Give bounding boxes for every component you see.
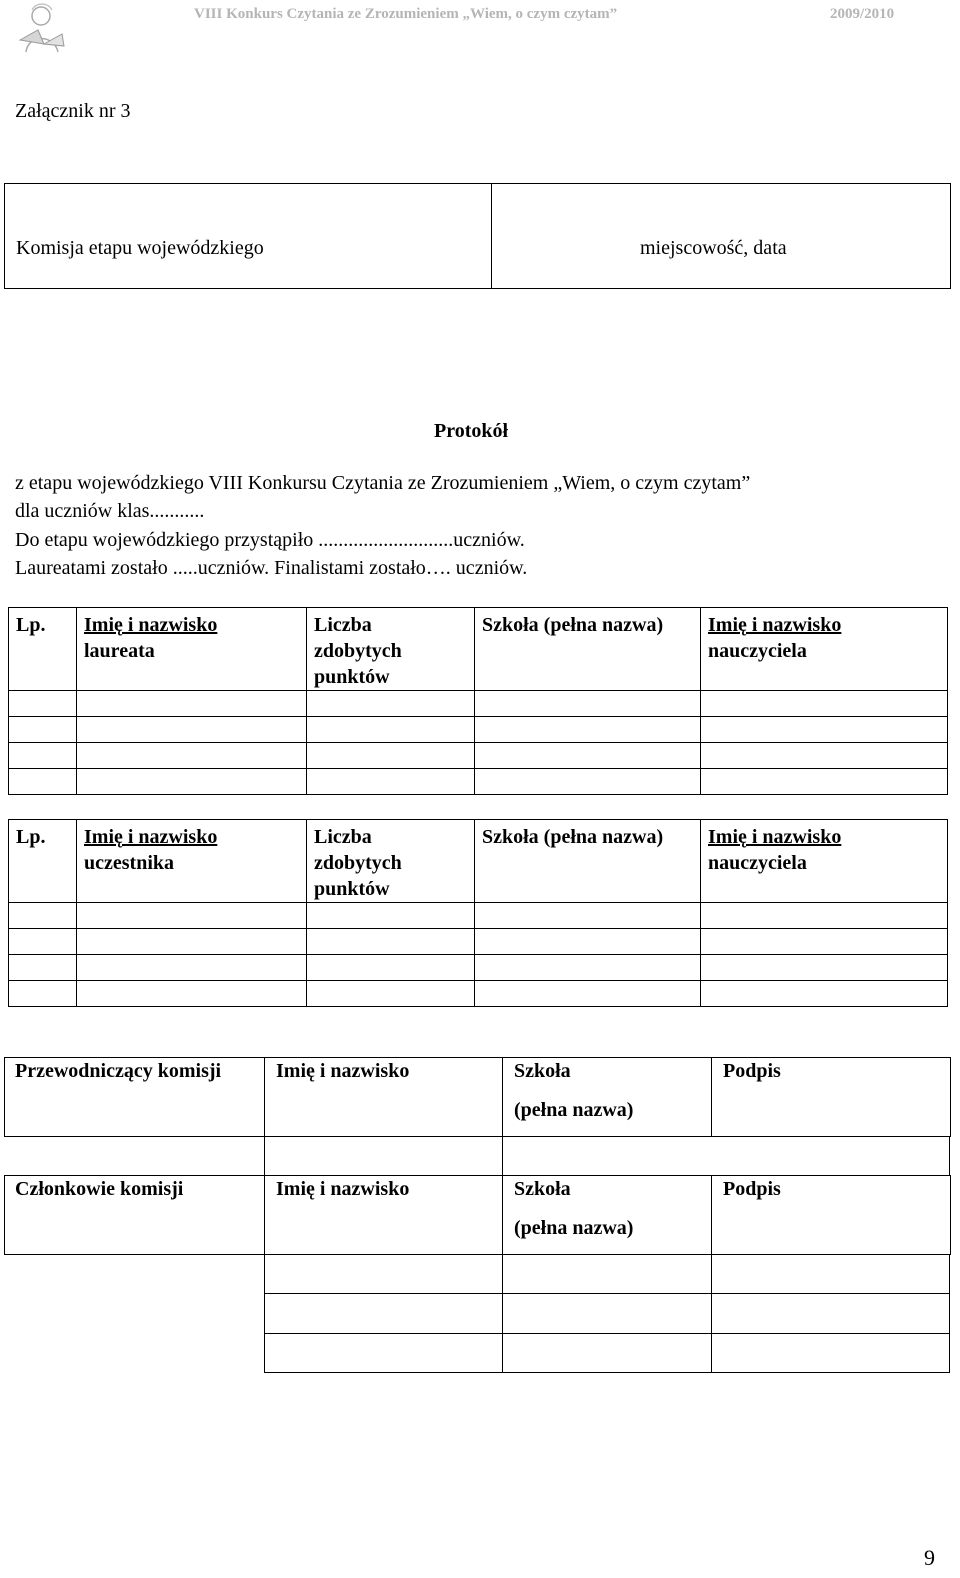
members-school-label: Szkoła bbox=[514, 1178, 571, 1200]
table-row bbox=[9, 769, 948, 795]
commission-label: Komisja etapu wojewódzkiego bbox=[16, 237, 264, 259]
reader-figure-logo-icon bbox=[14, 0, 68, 56]
col-teacher-underlined: Imię i nazwisko bbox=[708, 826, 842, 848]
chair-label: Przewodniczący komisji bbox=[15, 1060, 222, 1082]
protocol-line-2: dla uczniów klas........... bbox=[15, 500, 205, 522]
table-row bbox=[9, 717, 948, 743]
table-row bbox=[9, 903, 948, 929]
table-row bbox=[9, 743, 948, 769]
header-year: 2009/2010 bbox=[830, 6, 895, 22]
chair-school-sub-label: (pełna nazwa) bbox=[514, 1099, 634, 1121]
table-header-row bbox=[9, 820, 948, 903]
col-school: Szkoła (pełna nazwa) bbox=[482, 614, 664, 636]
attachment-label: Załącznik nr 3 bbox=[15, 100, 131, 122]
col-name-underlined: Imię i nazwisko bbox=[84, 826, 218, 848]
table-row bbox=[9, 981, 948, 1007]
protocol-title: Protokół bbox=[434, 420, 509, 442]
members-name-label: Imię i nazwisko bbox=[276, 1178, 410, 1200]
col-points: Liczba zdobytych punktów bbox=[314, 614, 402, 688]
col-teacher-underlined: Imię i nazwisko bbox=[708, 614, 842, 636]
header-title: VIII Konkurs Czytania ze Zrozumieniem „Wiem, o czym czytam” bbox=[194, 6, 618, 22]
col-school: Szkoła (pełna nazwa) bbox=[482, 826, 664, 848]
col-lp: Lp. bbox=[16, 826, 46, 848]
chair-signature-label: Podpis bbox=[723, 1060, 781, 1082]
col-teacher-rest: nauczyciela bbox=[708, 640, 807, 662]
table-row bbox=[9, 955, 948, 981]
col-name-underlined: Imię i nazwisko bbox=[84, 614, 218, 636]
col-lp: Lp. bbox=[16, 614, 46, 636]
table-header-row bbox=[9, 608, 948, 691]
col-teacher-rest: nauczyciela bbox=[708, 852, 807, 874]
protocol-line-4: Laureatami zostało .....uczniów. Finalistami zostało…. uczniów. bbox=[15, 557, 528, 579]
participants-table bbox=[8, 819, 948, 1007]
table-row bbox=[9, 929, 948, 955]
col-points: Liczba zdobytych punktów bbox=[314, 826, 402, 900]
members-school-sub-label: (pełna nazwa) bbox=[514, 1217, 634, 1239]
commission-box bbox=[4, 183, 951, 289]
chair-school-label: Szkoła bbox=[514, 1060, 571, 1082]
page-number: 9 bbox=[924, 1545, 935, 1570]
place-date-label: miejscowość, data bbox=[640, 237, 787, 259]
members-signature-label: Podpis bbox=[723, 1178, 781, 1200]
members-label: Członkowie komisji bbox=[15, 1178, 184, 1200]
laureates-table bbox=[8, 607, 948, 795]
table-row bbox=[9, 691, 948, 717]
chair-name-label: Imię i nazwisko bbox=[276, 1060, 410, 1082]
col-name-rest: laureata bbox=[84, 640, 155, 662]
protocol-line-3: Do etapu wojewódzkiego przystąpiło ...........................uczniów. bbox=[15, 529, 525, 551]
protocol-line-1: z etapu wojewódzkiego VIII Konkursu Czytania ze Zrozumieniem „Wiem, o czym czytam” bbox=[15, 472, 751, 494]
col-name-rest: uczestnika bbox=[84, 852, 174, 874]
